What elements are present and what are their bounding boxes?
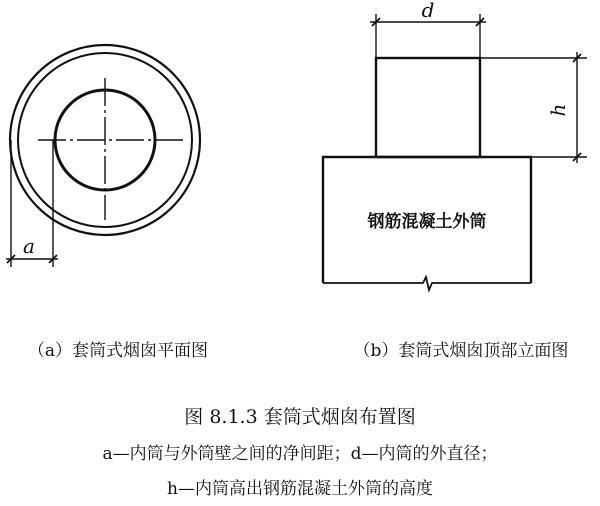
legend-line-1: a—内筒与外筒壁之间的净间距；d—内筒的外直径； <box>102 444 498 464</box>
elevation-view <box>323 0 587 290</box>
label-d: d <box>421 0 435 22</box>
figure-title: 图 8.1.3 套筒式烟囱布置图 <box>184 406 416 428</box>
inner-tube-rect <box>376 58 480 157</box>
label-h: h <box>546 103 570 117</box>
outer-tube-label: 钢筋混凝土外筒 <box>367 212 487 232</box>
label-a: a <box>23 234 35 258</box>
caption-a: （a）套筒式烟囱平面图 <box>27 341 209 361</box>
legend-line-2: h—内筒高出钢筋混凝土外筒的高度 <box>167 479 433 499</box>
break-line <box>323 277 531 290</box>
plan-view <box>6 45 200 267</box>
caption-b: （b）套筒式烟囱顶部立面图 <box>353 341 569 361</box>
